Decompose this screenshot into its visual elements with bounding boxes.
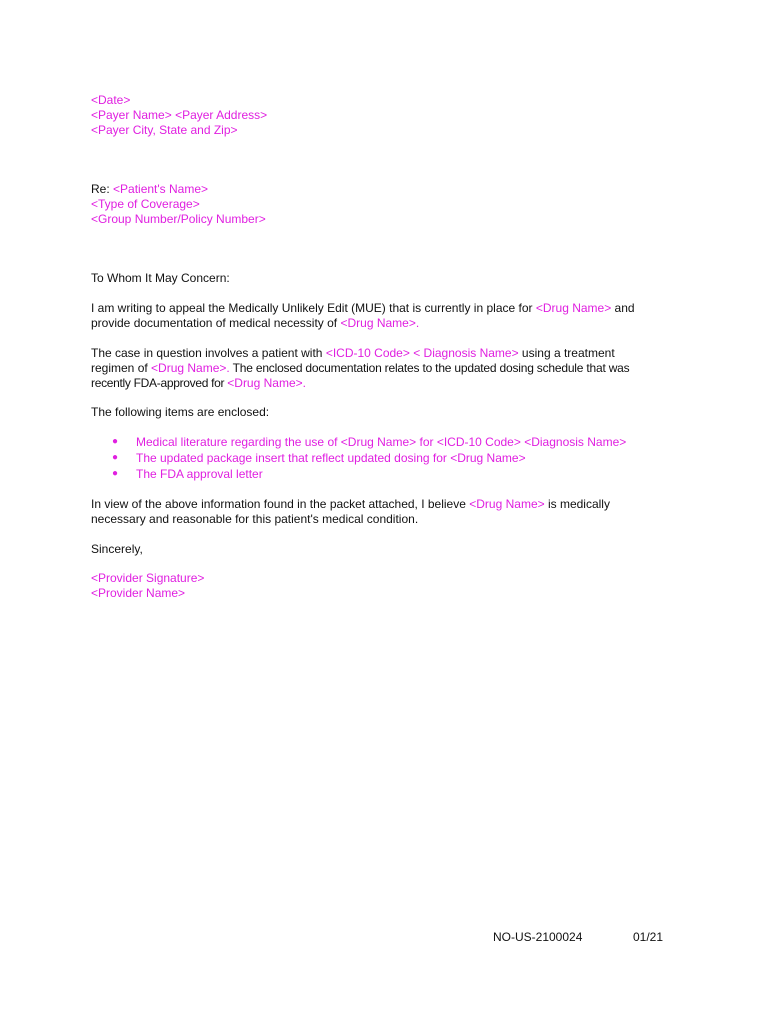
drug-name-placeholder: <Drug Name> [469,497,545,511]
group-policy-placeholder: <Group Number/Policy Number> [91,212,266,226]
para1-text: I am writing to appeal the Medically Unlikely Edit (MUE) that is currently in place for [91,301,536,315]
para4-line2: necessary and reasonable for this patient's medical condition. [91,512,419,526]
payer-address-placeholder: <Payer Address> [175,108,268,122]
para1-line1 [91,301,635,316]
payer-name-address [91,108,267,123]
para2-text: The enclosed documentation relates to the updated dosing schedule that was [229,361,630,375]
list-item-text: The updated package insert that reflect updated dosing for <Drug Name> [136,451,526,465]
drug-name-placeholder: <Drug Name>. [227,376,306,390]
provider-signature-placeholder: <Provider Signature> [91,571,205,585]
payer-name-placeholder: <Payer Name> [91,108,172,122]
para2-line3 [91,376,306,391]
bullet-icon: ● [112,436,119,447]
re-line [91,182,208,197]
para2-text: recently FDA-approved for [91,376,228,390]
list-item [112,434,626,450]
para2-text: regimen of [91,361,152,375]
para2-text: using a treatment [518,346,615,360]
re-label: Re: [91,182,114,196]
icd-code-placeholder: <ICD-10 Code> [325,346,410,360]
list-item [112,450,626,466]
para1-text: and [611,301,635,315]
para1-line2 [91,316,419,331]
date-placeholder: <Date> [91,93,131,107]
salutation: To Whom It May Concern: [91,271,230,285]
coverage-placeholder: <Type of Coverage> [91,197,200,211]
list-item [112,466,626,482]
para4-text: is medically [544,497,610,511]
diagnosis-name-placeholder: < Diagnosis Name> [409,346,519,360]
list-item-text: Medical literature regarding the use of <Drug Name> for <ICD-10 Code> <Diagnosis Name> [136,435,627,449]
drug-name-placeholder: <Drug Name> [535,301,612,315]
drug-name-placeholder: <Drug Name>. [340,316,420,330]
drug-name-placeholder: <Drug Name>. [151,361,230,375]
bullet-icon: ● [112,468,119,479]
payer-city-placeholder: <Payer City, State and Zip> [91,123,238,137]
document-code: NO-US-2100024 [493,930,583,944]
enclosed-intro: The following items are enclosed: [91,405,270,419]
closing: Sincerely, [91,542,143,556]
para4-line1 [91,497,610,512]
list-item-text: The FDA approval letter [136,467,263,481]
enclosed-items-list [112,434,626,482]
para2-text: The case in question involves a patient with [91,346,326,360]
para2-line1 [91,346,615,361]
para4-text: In view of the above information found in the packet attached, I believe [91,497,470,511]
patient-name-placeholder: <Patient's Name> [113,182,209,196]
provider-name-placeholder: <Provider Name> [91,586,186,600]
para2-line2 [91,361,629,376]
document-date: 01/21 [633,930,664,944]
para1-text: provide documentation of medical necessity of [91,316,341,330]
bullet-icon: ● [112,452,119,463]
